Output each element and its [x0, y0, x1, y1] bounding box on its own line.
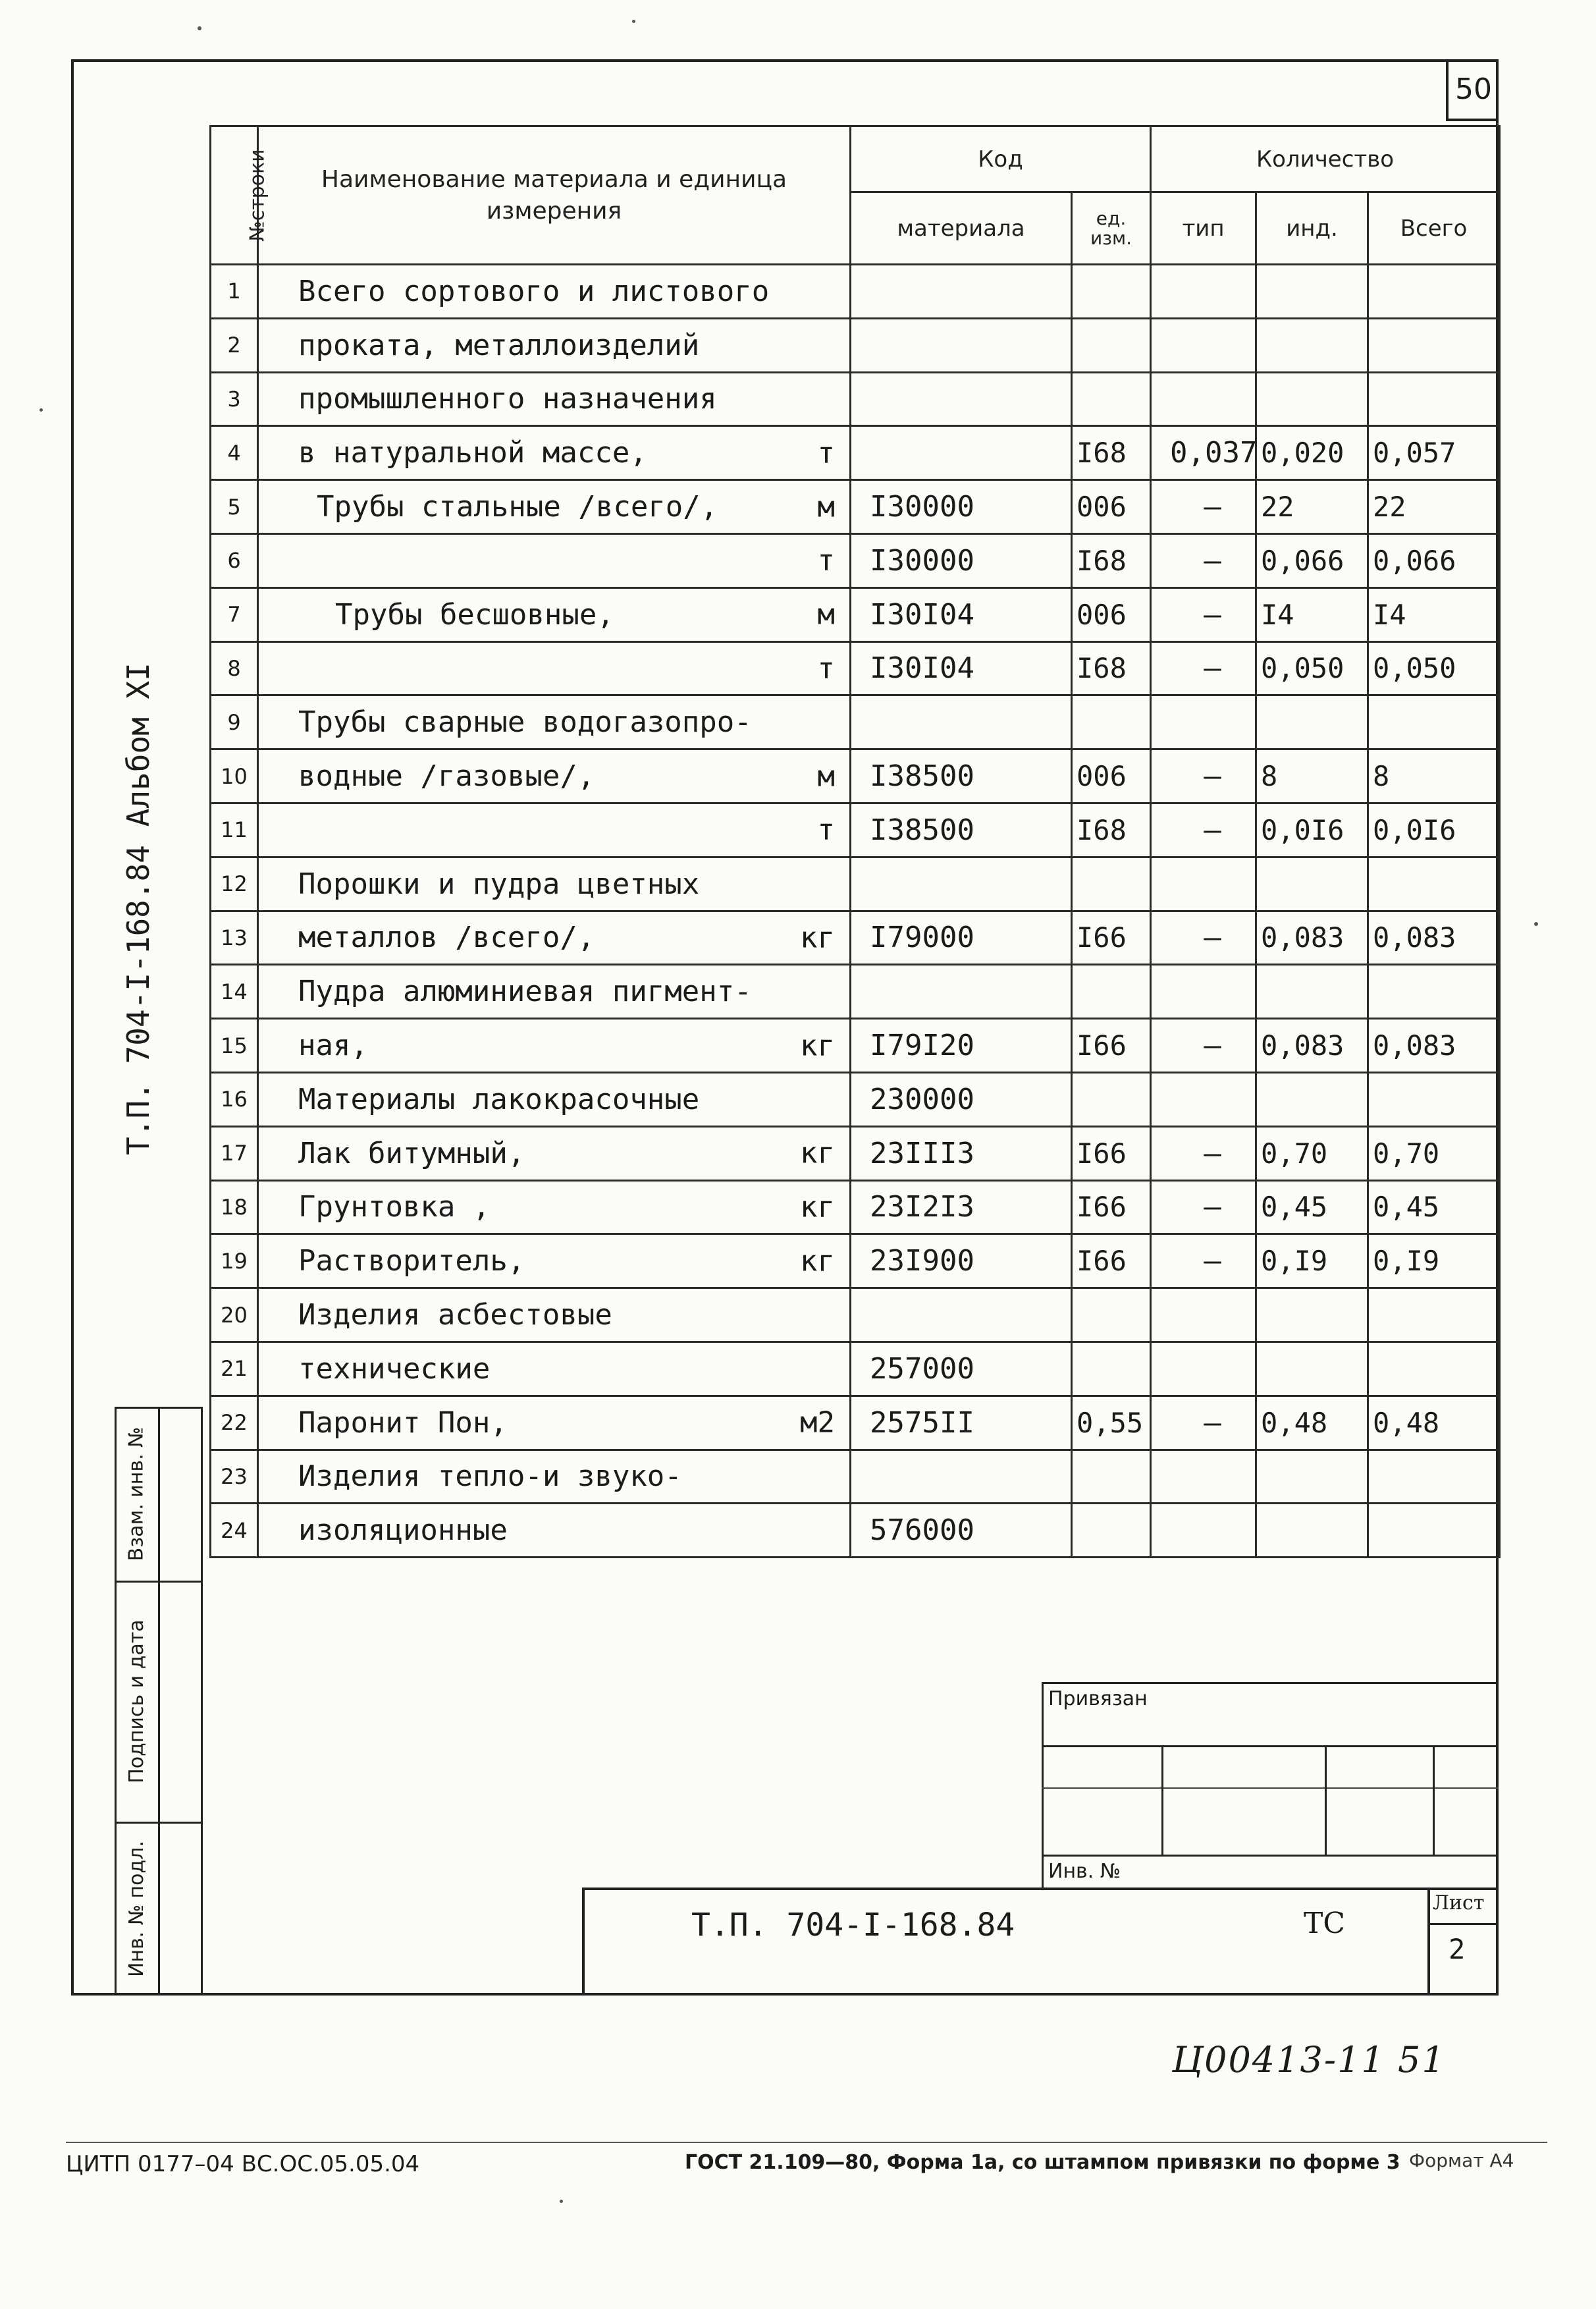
privyazan-line — [1325, 1745, 1327, 1855]
qty-ind: 0,050 — [1256, 641, 1368, 695]
sheet-label: Лист — [1433, 1891, 1485, 1915]
material-name-text: Всего сортового и листового — [298, 274, 770, 308]
unit-code: 006 — [1072, 480, 1151, 534]
material-unit: т — [817, 651, 835, 686]
table-row — [211, 1396, 1500, 1450]
header-code-group: Код — [851, 126, 1151, 192]
qty-ind: 0,020 — [1256, 426, 1368, 480]
row-number: 3 — [211, 372, 258, 426]
qty-type: – — [1151, 587, 1256, 641]
unit-code: 0,55 — [1072, 1396, 1151, 1450]
table-row — [211, 265, 1500, 319]
header-qty-group: Количество — [1151, 126, 1500, 192]
unit-code — [1072, 318, 1151, 372]
header-name: Наименование материала и единица измерения — [258, 126, 851, 265]
unit-code: I66 — [1072, 1234, 1151, 1288]
table-row — [211, 1234, 1500, 1288]
qty-total: 0,066 — [1368, 533, 1500, 587]
material-name-text: Растворитель, — [298, 1244, 525, 1278]
material-name — [258, 372, 851, 426]
qty-type: 0,037 — [1151, 426, 1256, 480]
material-name — [258, 911, 851, 965]
qty-ind: 0,066 — [1256, 533, 1368, 587]
unit-code: I68 — [1072, 426, 1151, 480]
table-row — [211, 695, 1500, 749]
material-code: 576000 — [851, 1504, 1072, 1558]
stamp-mark: ТС — [1304, 1907, 1346, 1940]
qty-ind: 0,70 — [1256, 1126, 1368, 1180]
material-name-text: водные /газовые/, — [298, 759, 595, 794]
sheet-number: 2 — [1449, 1933, 1466, 1965]
privyazan-line — [1042, 1745, 1499, 1747]
qty-type: – — [1151, 749, 1256, 803]
row-number: 21 — [211, 1342, 258, 1396]
material-name-text: технические — [298, 1351, 491, 1386]
material-unit: т — [817, 813, 835, 847]
unit-code — [1072, 1504, 1151, 1558]
unit-code — [1072, 965, 1151, 1019]
table-row — [211, 641, 1500, 695]
unit-code — [1072, 1288, 1151, 1342]
material-code — [851, 1450, 1072, 1504]
material-name — [258, 1180, 851, 1234]
material-code: I30000 — [851, 480, 1072, 534]
unit-code — [1072, 695, 1151, 749]
qty-total — [1368, 857, 1500, 911]
strip-sign-date: Подпись и дата — [124, 1619, 148, 1783]
material-unit: кг — [800, 1029, 835, 1063]
material-code: I30I04 — [851, 641, 1072, 695]
table-row — [211, 1342, 1500, 1396]
footer-rule — [66, 2142, 1547, 2143]
qty-type: – — [1151, 803, 1256, 857]
unit-code: 006 — [1072, 749, 1151, 803]
scan-speck — [198, 26, 201, 30]
unit-code: I66 — [1072, 1019, 1151, 1073]
row-number: 10 — [211, 749, 258, 803]
qty-type: – — [1151, 1396, 1256, 1450]
material-name — [258, 1396, 851, 1450]
qty-total: 0,050 — [1368, 641, 1500, 695]
material-code: 257000 — [851, 1342, 1072, 1396]
table-row — [211, 533, 1500, 587]
qty-total: 0,083 — [1368, 911, 1500, 965]
unit-code — [1072, 372, 1151, 426]
material-code: 230000 — [851, 1072, 1072, 1126]
material-code: I79I20 — [851, 1019, 1072, 1073]
material-code: 23I2I3 — [851, 1180, 1072, 1234]
material-name — [258, 1342, 851, 1396]
row-number: 23 — [211, 1450, 258, 1504]
format-label: Формат А4 — [1409, 2150, 1514, 2171]
side-title-text: Т.П. 704-I-168.84 Альбом XI — [120, 663, 156, 1155]
row-number: 16 — [211, 1072, 258, 1126]
row-number: 2 — [211, 318, 258, 372]
qty-ind: 0,083 — [1256, 911, 1368, 965]
qty-ind — [1256, 1072, 1368, 1126]
qty-total: 0,45 — [1368, 1180, 1500, 1234]
unit-code — [1072, 1342, 1151, 1396]
footer-gost: ГОСТ 21.109—80, Форма 1а, со штампом привязки по форме 3 — [685, 2151, 1400, 2174]
material-code: 2575II — [851, 1396, 1072, 1450]
qty-type — [1151, 965, 1256, 1019]
qty-ind: 0,083 — [1256, 1019, 1368, 1073]
qty-total: 0,0I6 — [1368, 803, 1500, 857]
unit-code: I68 — [1072, 533, 1151, 587]
row-number: 13 — [211, 911, 258, 965]
material-name — [258, 1504, 851, 1558]
material-name — [258, 265, 851, 319]
row-number: 20 — [211, 1288, 258, 1342]
material-code — [851, 857, 1072, 911]
material-name-text: Порошки и пудра цветных — [298, 867, 700, 901]
row-number: 22 — [211, 1396, 258, 1450]
material-name-text: Материалы лакокрасочные — [298, 1082, 700, 1116]
stamp-document-code: Т.П. 704-I-168.84 — [691, 1907, 1015, 1943]
privyazan-line — [1042, 1787, 1499, 1789]
material-code — [851, 426, 1072, 480]
qty-total — [1368, 1072, 1500, 1126]
qty-ind: 0,I9 — [1256, 1234, 1368, 1288]
material-name-text: Изделия асбестовые — [298, 1298, 612, 1332]
material-name — [258, 1234, 851, 1288]
material-name — [258, 426, 851, 480]
qty-total — [1368, 372, 1500, 426]
unit-code — [1072, 1072, 1151, 1126]
material-code — [851, 695, 1072, 749]
page-number: 50 — [1446, 59, 1499, 121]
unit-code: I68 — [1072, 803, 1151, 857]
material-name — [258, 318, 851, 372]
material-code: I30I04 — [851, 587, 1072, 641]
unit-code: I66 — [1072, 911, 1151, 965]
qty-total — [1368, 695, 1500, 749]
qty-total: 8 — [1368, 749, 1500, 803]
row-number: 14 — [211, 965, 258, 1019]
table-row — [211, 372, 1500, 426]
qty-ind — [1256, 857, 1368, 911]
material-name — [258, 533, 851, 587]
material-name — [258, 587, 851, 641]
material-name — [258, 1072, 851, 1126]
qty-type: – — [1151, 533, 1256, 587]
qty-type — [1151, 1504, 1256, 1558]
qty-type — [1151, 1342, 1256, 1396]
qty-total: 0,057 — [1368, 426, 1500, 480]
material-code: 23I900 — [851, 1234, 1072, 1288]
qty-type: – — [1151, 1126, 1256, 1180]
qty-ind: 8 — [1256, 749, 1368, 803]
material-name — [258, 695, 851, 749]
row-number: 8 — [211, 641, 258, 695]
table-row — [211, 480, 1500, 534]
row-number: 12 — [211, 857, 258, 911]
row-number: 15 — [211, 1019, 258, 1073]
qty-ind — [1256, 1288, 1368, 1342]
row-number: 4 — [211, 426, 258, 480]
handwritten-note: Ц00413-11 51 — [1172, 2039, 1446, 2080]
qty-total: I4 — [1368, 587, 1500, 641]
material-code — [851, 1288, 1072, 1342]
unit-code — [1072, 857, 1151, 911]
strip-inv-orig: Инв. № подл. — [124, 1840, 148, 1977]
qty-total: 22 — [1368, 480, 1500, 534]
material-code: I79000 — [851, 911, 1072, 965]
materials-table — [209, 125, 1501, 1558]
unit-code: I66 — [1072, 1126, 1151, 1180]
table-row — [211, 1180, 1500, 1234]
material-name-text: Пудра алюминиевая пигмент- — [298, 975, 752, 1009]
material-unit: м — [817, 759, 835, 794]
footer-left-code: ЦИТП 0177–04 ВС.ОС.05.05.04 — [66, 2151, 420, 2177]
privyazan-line — [1161, 1745, 1163, 1855]
qty-total: 0,48 — [1368, 1396, 1500, 1450]
material-unit: м2 — [800, 1405, 835, 1440]
table-row — [211, 1450, 1500, 1504]
qty-ind — [1256, 265, 1368, 319]
unit-code — [1072, 265, 1151, 319]
scan-speck — [560, 2200, 563, 2203]
row-number: 19 — [211, 1234, 258, 1288]
privyazan-label: Привязан — [1048, 1687, 1148, 1710]
qty-ind — [1256, 372, 1368, 426]
qty-type: – — [1151, 480, 1256, 534]
qty-type: – — [1151, 911, 1256, 965]
sheet-divider — [1427, 1923, 1499, 1925]
table-row — [211, 1288, 1500, 1342]
qty-total — [1368, 318, 1500, 372]
material-name-text: в натуральной массе, — [298, 436, 647, 470]
material-unit: т — [817, 543, 835, 578]
material-code — [851, 265, 1072, 319]
privyazan-line — [1042, 1855, 1499, 1857]
material-name-text: Трубы стальные /всего/, — [317, 490, 718, 524]
material-name-text: Трубы бесшовные, — [335, 597, 614, 632]
row-number: 11 — [211, 803, 258, 857]
qty-ind: 0,48 — [1256, 1396, 1368, 1450]
privyazan-inv-label: Инв. № — [1048, 1860, 1121, 1883]
material-code — [851, 318, 1072, 372]
row-number: 24 — [211, 1504, 258, 1558]
row-number: 6 — [211, 533, 258, 587]
row-number: 1 — [211, 265, 258, 319]
qty-total — [1368, 1504, 1500, 1558]
material-name — [258, 1288, 851, 1342]
unit-code: 006 — [1072, 587, 1151, 641]
qty-type — [1151, 857, 1256, 911]
qty-total — [1368, 965, 1500, 1019]
qty-total: 0,I9 — [1368, 1234, 1500, 1288]
qty-total: 0,70 — [1368, 1126, 1500, 1180]
qty-type: – — [1151, 1180, 1256, 1234]
header-qty-total: Всего — [1368, 192, 1500, 265]
unit-code: I66 — [1072, 1180, 1151, 1234]
qty-type — [1151, 318, 1256, 372]
table-row — [211, 426, 1500, 480]
qty-total — [1368, 265, 1500, 319]
material-name — [258, 1450, 851, 1504]
scan-speck — [632, 20, 635, 23]
material-name-text: Грунтовка , — [298, 1190, 491, 1224]
row-number: 7 — [211, 587, 258, 641]
side-title — [99, 659, 178, 1159]
qty-total — [1368, 1288, 1500, 1342]
table-row — [211, 1504, 1500, 1558]
qty-total — [1368, 1450, 1500, 1504]
material-name-text: промышленного назначения — [298, 382, 717, 416]
qty-ind — [1256, 318, 1368, 372]
header-qty-type: тип — [1151, 192, 1256, 265]
material-code — [851, 965, 1072, 1019]
qty-type — [1151, 372, 1256, 426]
row-number: 5 — [211, 480, 258, 534]
material-name — [258, 480, 851, 534]
header-qty-ind: инд. — [1256, 192, 1368, 265]
table-row — [211, 803, 1500, 857]
qty-type — [1151, 1288, 1256, 1342]
header-code-material: материала — [851, 192, 1072, 265]
material-unit: кг — [800, 1244, 835, 1278]
qty-type — [1151, 265, 1256, 319]
material-name-text: изоляционные — [298, 1513, 508, 1548]
material-unit: т — [817, 436, 835, 470]
material-name — [258, 857, 851, 911]
row-number: 18 — [211, 1180, 258, 1234]
header-row-number: №строки — [211, 126, 258, 265]
table-row — [211, 965, 1500, 1019]
material-name — [258, 1019, 851, 1073]
table-row — [211, 1019, 1500, 1073]
strip-inv-replace: Взам. инв. № — [124, 1426, 148, 1561]
material-name — [258, 803, 851, 857]
material-name-text: Трубы сварные водогазопро- — [298, 705, 752, 740]
material-name — [258, 1126, 851, 1180]
qty-type: – — [1151, 1234, 1256, 1288]
strip-divider — [158, 1407, 160, 1996]
material-name-text: металлов /всего/, — [298, 921, 595, 955]
material-code: I38500 — [851, 803, 1072, 857]
table-row — [211, 911, 1500, 965]
material-name — [258, 965, 851, 1019]
table-row — [211, 1072, 1500, 1126]
qty-total — [1368, 1342, 1500, 1396]
qty-ind — [1256, 1342, 1368, 1396]
material-unit: кг — [800, 1136, 835, 1170]
material-name — [258, 641, 851, 695]
qty-ind — [1256, 1504, 1368, 1558]
qty-total: 0,083 — [1368, 1019, 1500, 1073]
table-row — [211, 749, 1500, 803]
qty-ind: 0,45 — [1256, 1180, 1368, 1234]
material-unit: кг — [800, 1190, 835, 1224]
privyazan-block — [1042, 1682, 1499, 1888]
qty-type: – — [1151, 1019, 1256, 1073]
material-unit: кг — [800, 921, 835, 955]
material-code: I30000 — [851, 533, 1072, 587]
material-unit: м — [817, 490, 835, 524]
header-code-unit: ед. изм. — [1072, 192, 1151, 265]
qty-ind — [1256, 965, 1368, 1019]
row-number: 9 — [211, 695, 258, 749]
scan-speck — [1534, 922, 1538, 926]
material-name-text: Изделия тепло-и звуко- — [298, 1459, 682, 1494]
qty-type: – — [1151, 641, 1256, 695]
material-name-text: проката, металлоизделий — [298, 328, 700, 362]
material-code: 23III3 — [851, 1126, 1072, 1180]
material-unit: м — [817, 597, 835, 632]
qty-ind — [1256, 695, 1368, 749]
material-name-text: Лак битумный, — [298, 1136, 525, 1170]
material-name-text: ная, — [298, 1029, 368, 1063]
scan-speck — [40, 408, 43, 412]
table-row — [211, 318, 1500, 372]
qty-ind: 0,0I6 — [1256, 803, 1368, 857]
material-code — [851, 372, 1072, 426]
privyazan-line — [1433, 1745, 1435, 1855]
table-row — [211, 857, 1500, 911]
qty-ind: 22 — [1256, 480, 1368, 534]
table-row — [211, 587, 1500, 641]
qty-ind: I4 — [1256, 587, 1368, 641]
row-number: 17 — [211, 1126, 258, 1180]
qty-ind — [1256, 1450, 1368, 1504]
material-name — [258, 749, 851, 803]
qty-type — [1151, 1450, 1256, 1504]
material-name-text: Паронит Пон, — [298, 1405, 508, 1440]
unit-code: I68 — [1072, 641, 1151, 695]
table-row — [211, 1126, 1500, 1180]
qty-type — [1151, 695, 1256, 749]
qty-type — [1151, 1072, 1256, 1126]
material-code: I38500 — [851, 749, 1072, 803]
unit-code — [1072, 1450, 1151, 1504]
